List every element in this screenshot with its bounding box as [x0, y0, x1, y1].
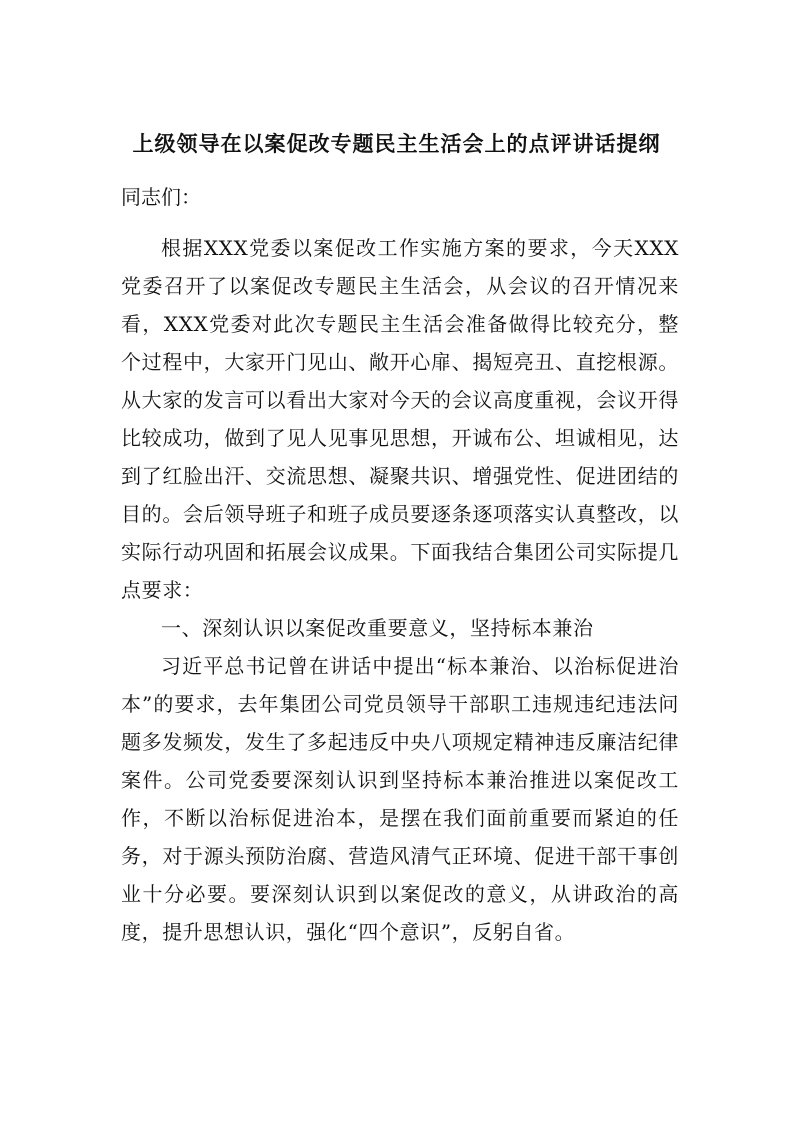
section-heading-1: 一、深刻认识以案促改重要意义，坚持标本兼治 — [161, 616, 594, 640]
salutation: 同志们： — [121, 185, 201, 209]
paragraph-intro: 根据XXX党委以案促改工作实施方案的要求，今天XXX党委召开了以案促改专题民主生活会，从会议的召开情况来看，XXX党委对此次专题民主生活会准备做得比较充分，整个过程中，大家开门见山、敞开心扉、揭短亮丑、直挖根源。从大家的发言可以看出大家对今天的会议高度重视，会议开得比较成功，做到了见人见事见思想，开诚布公、坦诚相见，达到了红脸出汗、交流思想、凝聚共识、增强党性、促进团结的目的。会后领导班子和班子成员要逐条逐项落实认真整改，以实际行动巩固和拓展会议成果。下面我结合集团公司实际提几点要求： — [121, 236, 679, 602]
document-title: 上级领导在以案促改专题民主生活会上的点评讲话提纲 — [132, 131, 661, 156]
document-body — [121, 229, 679, 951]
paragraph-section-1: 习近平总书记曾在讲话中提出“标本兼治、以治标促进治本”的要求，去年集团公司党员领导干部职工违规违纪违法问题多发频发，发生了多起违反中央八项规定精神违反廉洁纪律案件。公司党委要深刻认识到坚持标本兼治推进以案促改工作，不断以治标促进治本，是摆在我们面前重要而紧迫的任务，对于源头预防治腐、营造风清气正环境、促进干部干事创业十分必要。要深刻认识到以案促改的意义，从讲政治的高度，提升思想认识，强化“四个意识”，反躬自省。 — [121, 654, 679, 944]
